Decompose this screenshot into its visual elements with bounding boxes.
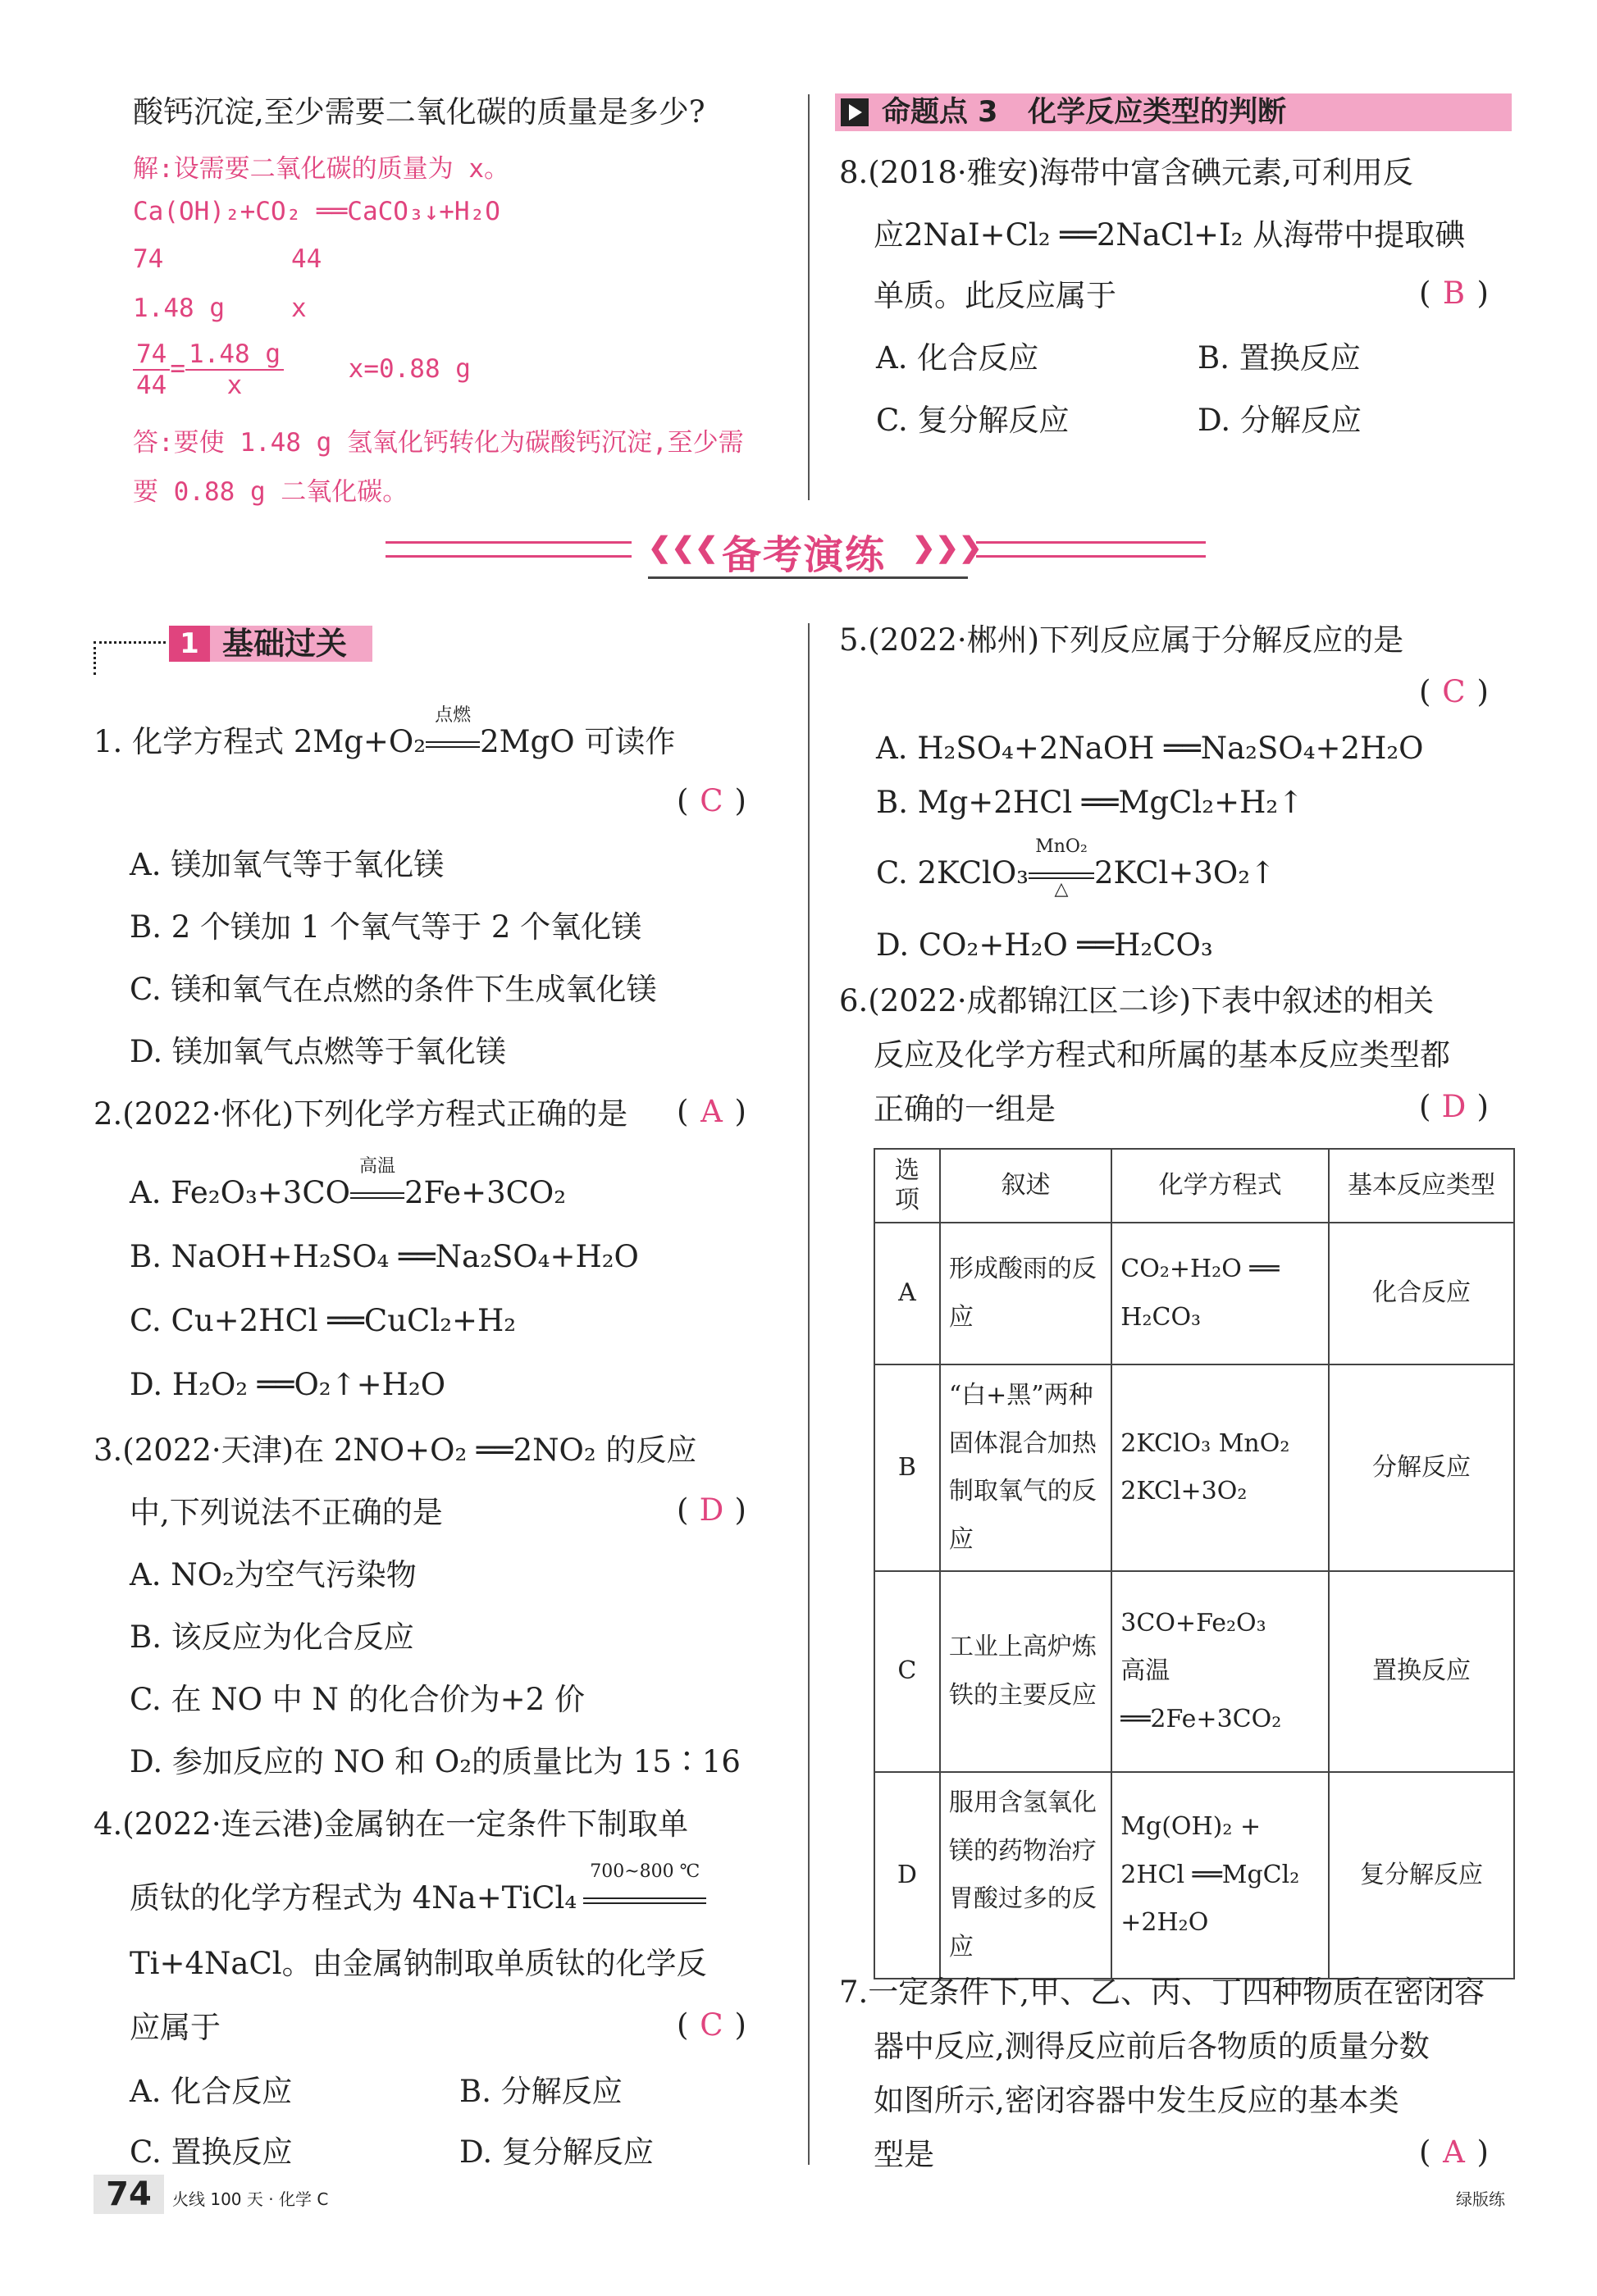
q2-answer: ( A ) <box>677 1094 746 1129</box>
q6-answer: ( D ) <box>1419 1089 1489 1124</box>
q5-option-b: B. Mg+2HCl ══MgCl₂+H₂↑ <box>876 785 1304 820</box>
banner-rule-right <box>976 541 1206 558</box>
q5-stem: 5.(2022·郴州)下列反应属于分解反应的是 <box>839 622 1404 658</box>
q8-line3: 单质。此反应属于 <box>874 278 1116 313</box>
topic-title: 命题点 3 化学反应类型的判断 <box>882 96 1287 129</box>
q8-option-d: D. 分解反应 <box>1198 403 1362 438</box>
reaction-arrow: 高温 <box>350 1173 404 1214</box>
fraction-left: $\frac{74}{44}$ <box>133 339 170 400</box>
section-number: 1 <box>169 626 210 662</box>
q1-option-a: A. 镁加氧气等于氧化镁 <box>130 847 445 882</box>
q7-answer: ( A ) <box>1419 2134 1489 2170</box>
play-icon <box>841 98 869 126</box>
q1-option-d: D. 镁加氧气点燃等于氧化镁 <box>130 1034 506 1069</box>
mass-known: 1.48 g <box>133 294 225 323</box>
q4-line3: Ti+4NaCl。由金属钠制取单质钛的化学反 <box>130 1946 707 1981</box>
reaction-arrow: MnO₂ △ <box>1029 853 1094 894</box>
banner-chevrons-left: ❮❮❮ <box>648 531 719 564</box>
q2-option-c: C. Cu+2HCl ══CuCl₂+H₂ <box>130 1303 517 1338</box>
q3-line1: 3.(2022·天津)在 2NO+O₂ ══2NO₂ 的反应 <box>94 1433 697 1468</box>
book-title: 火线 100 天 · 化学 C <box>172 2189 329 2209</box>
q4-line1: 4.(2022·连云港)金属钠在一定条件下制取单 <box>94 1806 689 1842</box>
q2-option-a: A. Fe₂O₃+3CO 高温 2Fe+3CO₂ <box>130 1173 566 1214</box>
solution-setup: 解:设需要二氧化碳的质量为 x。 <box>133 154 509 184</box>
column-divider-main <box>808 623 810 2165</box>
section-header <box>169 626 372 662</box>
banner-title: 备考演练 <box>722 532 887 578</box>
q6-line2: 反应及化学方程式和所属的基本反应类型都 <box>874 1037 1450 1073</box>
q4-option-c: C. 置换反应 <box>130 2134 293 2170</box>
q7-line2: 器中反应,测得反应前后各物质的质量分数 <box>874 2029 1430 2064</box>
q5-option-d: D. CO₂+H₂O ══H₂CO₃ <box>876 927 1213 963</box>
q8-line2: 应2NaI+Cl₂ ══2NaCl+I₂ 从海带中提取碘 <box>874 217 1466 253</box>
q7-line1: 7.一定条件下,甲、乙、丙、丁四种物质在密闭容 <box>839 1975 1485 2010</box>
q1-stem: 1. 化学方程式 2Mg+O₂ 点燃 2MgO 可读作 <box>94 722 675 763</box>
q2-stem: 2.(2022·怀化)下列化学方程式正确的是 <box>94 1096 628 1132</box>
page-number: 74 <box>94 2175 164 2214</box>
q3-option-a: A. NO₂为空气污染物 <box>130 1557 417 1592</box>
q7-line4: 型是 <box>874 2137 934 2172</box>
q5-option-c: C. 2KClO₃ MnO₂ △ 2KCl+3O₂↑ <box>876 836 1276 900</box>
q3-line2: 中,下列说法不正确的是 <box>130 1495 443 1530</box>
q4-line2: 质钛的化学方程式为 4Na+TiCl₄ 700~800 ℃ <box>130 1878 706 1919</box>
banner-chevrons-right: ❯❯❯ <box>912 531 983 564</box>
table-header-row <box>874 1149 1514 1223</box>
reaction-arrow: 700~800 ℃ <box>583 1878 706 1919</box>
prev-question-tail: 酸钙沉淀,至少需要二氧化碳的质量是多少? <box>133 94 705 130</box>
column-divider-top <box>808 94 810 500</box>
q1-option-c: C. 镁和氧气在点燃的条件下生成氧化镁 <box>130 972 657 1007</box>
solution-answer-1: 答:要使 1.48 g 氢氧化钙转化为碳酸钙沉淀,至少需 <box>133 428 744 458</box>
q6-line3: 正确的一组是 <box>874 1091 1056 1127</box>
proportion-line: $\frac{74}{44}$ = $\frac{1.48 g}{x}$ x=0.88 g <box>133 339 471 400</box>
solution-answer-2: 要 0.88 g 二氧化碳。 <box>133 477 408 507</box>
table-row: D 服用含氢氧化镁的药物治疗胃酸过多的反应 Mg(OH)₂ + 2HCl ══MgCl₂ +2H₂O 复分解反应 <box>874 1772 1514 1979</box>
q4-option-d: D. 复分解反应 <box>459 2134 654 2170</box>
banner-underline <box>648 576 968 579</box>
table-header: 叙述 <box>940 1149 1111 1223</box>
q8-option-a: A. 化合反应 <box>876 340 1039 376</box>
q5-option-a: A. H₂SO₄+2NaOH ══Na₂SO₄+2H₂O <box>876 731 1424 766</box>
table-row: B “白+黑”两种固体混合加热制取氧气的反应 2KClO₃ MnO₂ 2KCl+3O₂ 分解反应 <box>874 1364 1514 1571</box>
q4-line4: 应属于 <box>130 2010 221 2045</box>
q8-option-c: C. 复分解反应 <box>876 403 1070 438</box>
q6-line1: 6.(2022·成都锦江区二诊)下表中叙述的相关 <box>839 983 1435 1018</box>
q4-option-a: A. 化合反应 <box>130 2074 293 2109</box>
q8-answer: ( B ) <box>1419 276 1489 311</box>
q4-option-b: B. 分解反应 <box>459 2074 623 2109</box>
q1-answer: ( C ) <box>677 783 746 818</box>
section-dotted-leader <box>94 641 171 675</box>
molar-mass-a: 74 <box>133 244 164 274</box>
table-row: C 工业上高炉炼铁的主要反应 3CO+Fe₂O₃ 高温══2Fe+3CO₂ 置换反应 <box>874 1571 1514 1772</box>
solution-equation: Ca(OH)₂+CO₂ ══CaCO₃↓+H₂O <box>133 197 500 226</box>
q1-option-b: B. 2 个镁加 1 个氧气等于 2 个氧化镁 <box>130 909 642 945</box>
table-header: 选项 <box>874 1149 940 1223</box>
q7-line3: 如图所示,密闭容器中发生反应的基本类 <box>874 2083 1399 2118</box>
molar-mass-b: 44 <box>291 244 322 274</box>
q8-line1: 8.(2018·雅安)海带中富含碘元素,可利用反 <box>839 155 1413 190</box>
fraction-right: $\frac{1.48 g}{x}$ <box>185 339 284 400</box>
reaction-arrow: 点燃 <box>426 722 480 763</box>
q2-option-d: D. H₂O₂ ══O₂↑+H₂O <box>130 1367 446 1402</box>
q8-option-b: B. 置换反应 <box>1198 340 1361 376</box>
table-row: A 形成酸雨的反应 CO₂+H₂O ══ H₂CO₃ 化合反应 <box>874 1223 1514 1364</box>
edition-label: 绿版练 <box>1456 2189 1505 2209</box>
banner-rule-left <box>386 541 632 558</box>
q3-option-b: B. 该反应为化合反应 <box>130 1620 414 1655</box>
q3-answer: ( D ) <box>677 1492 746 1528</box>
table-header: 基本反应类型 <box>1329 1149 1514 1223</box>
q2-option-b: B. NaOH+H₂SO₄ ══Na₂SO₄+H₂O <box>130 1239 639 1274</box>
table-header: 化学方程式 <box>1111 1149 1329 1223</box>
q5-answer: ( C ) <box>1419 674 1489 709</box>
options-table <box>874 1148 1515 1979</box>
q4-answer: ( C ) <box>677 2007 746 2043</box>
section-title: 基础过关 <box>222 626 348 662</box>
q3-option-d: D. 参加反应的 NO 和 O₂的质量比为 15∶16 <box>130 1744 741 1779</box>
q3-option-c: C. 在 NO 中 N 的化合价为+2 价 <box>130 1682 585 1717</box>
mass-unknown: x <box>291 294 307 323</box>
